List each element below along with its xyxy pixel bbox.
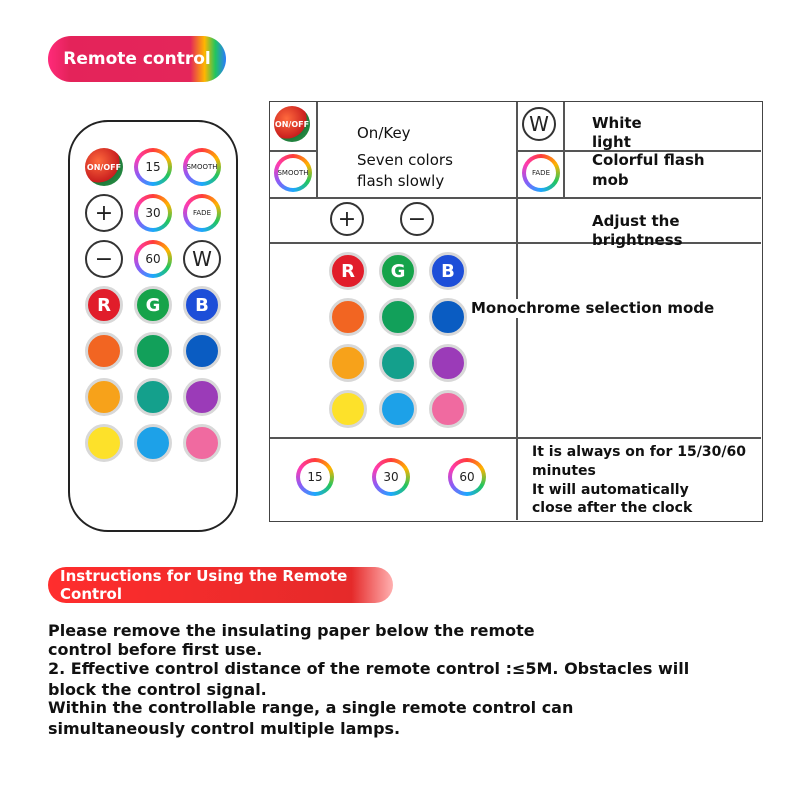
- purple-button-icon: [183, 378, 221, 416]
- teal-button-icon: [134, 378, 172, 416]
- dark-blue-icon: [429, 298, 467, 336]
- instruction-line: simultaneously control multiple lamps.: [48, 719, 401, 738]
- instruction-line: block the control signal.: [48, 680, 267, 699]
- timer-60-button-icon: 60: [134, 240, 172, 278]
- timer-desc-line2: minutes: [532, 463, 596, 479]
- instruction-line: Please remove the insulating paper below the remote: [48, 621, 535, 640]
- yellow-icon: [329, 390, 367, 428]
- white-label: White: [592, 114, 642, 132]
- table-divider: [563, 102, 565, 197]
- pink-button-icon: [183, 424, 221, 462]
- on-off-icon: ON/OFF: [274, 106, 310, 142]
- sky-blue-button-icon: [134, 424, 172, 462]
- red-button-icon: R: [85, 286, 123, 324]
- minus-button-icon: −: [85, 240, 123, 278]
- smooth-label: Seven colors: [357, 151, 453, 169]
- remote-control-badge: [48, 36, 226, 82]
- instruction-line: control before first use.: [48, 640, 263, 659]
- timer-30-icon: 30: [372, 458, 410, 496]
- smooth-button-icon: SMOOTH: [183, 148, 221, 186]
- remote-illustration: [68, 120, 238, 532]
- purple-icon: [429, 344, 467, 382]
- fade-button-icon: FADE: [183, 194, 221, 232]
- dark-blue-button-icon: [183, 332, 221, 370]
- amber-icon: [329, 344, 367, 382]
- sky-blue-icon: [379, 390, 417, 428]
- minus-icon: −: [400, 202, 434, 236]
- badge-label: Remote control: [63, 49, 211, 69]
- timer-30-button-icon: 30: [134, 194, 172, 232]
- table-divider: [316, 102, 318, 197]
- instruction-line: 2. Effective control distance of the remote control :≤5M. Obstacles will: [48, 659, 690, 678]
- timer-60-icon: 60: [448, 458, 486, 496]
- amber-button-icon: [85, 378, 123, 416]
- white-button-icon: W: [183, 240, 221, 278]
- timer-15-button-icon: 15: [134, 148, 172, 186]
- white-icon: W: [522, 107, 556, 141]
- smooth-icon: SMOOTH: [274, 154, 312, 192]
- orange-button-icon: [85, 332, 123, 370]
- instructions-title: Instructions for Using the Remote Control: [60, 567, 348, 603]
- plus-icon: +: [330, 202, 364, 236]
- fade-label: Colorful flash: [592, 151, 705, 169]
- monochrome-label: Monochrome selection mode: [471, 299, 715, 317]
- white-label-line2: light: [592, 133, 631, 151]
- teal-icon: [379, 344, 417, 382]
- timer-desc-line1: It is always on for 15/30/60: [532, 444, 746, 460]
- fade-label-line2: mob: [592, 171, 629, 189]
- fade-icon: FADE: [522, 154, 560, 192]
- pink-icon: [429, 390, 467, 428]
- function-table: [269, 101, 763, 522]
- green-icon: G: [379, 252, 417, 290]
- table-divider: [270, 150, 316, 152]
- blue-icon: B: [429, 252, 467, 290]
- brightness-label: Adjust the brightness: [592, 212, 683, 249]
- on-off-button-icon: ON/OFF: [85, 148, 123, 186]
- timer-desc-line3: It will automatically: [532, 482, 689, 498]
- green-button-icon: G: [134, 286, 172, 324]
- yellow-button-icon: [85, 424, 123, 462]
- plus-button-icon: +: [85, 194, 123, 232]
- instruction-line: Within the controllable range, a single remote control can: [48, 698, 574, 717]
- emerald-button-icon: [134, 332, 172, 370]
- timer-desc-line4: close after the clock: [532, 500, 693, 516]
- blue-button-icon: B: [183, 286, 221, 324]
- emerald-icon: [379, 298, 417, 336]
- on-key-label: On/Key: [357, 124, 411, 142]
- timer-15-icon: 15: [296, 458, 334, 496]
- smooth-label-line2: flash slowly: [357, 172, 445, 190]
- instructions-badge: [48, 567, 393, 603]
- red-icon: R: [329, 252, 367, 290]
- orange-icon: [329, 298, 367, 336]
